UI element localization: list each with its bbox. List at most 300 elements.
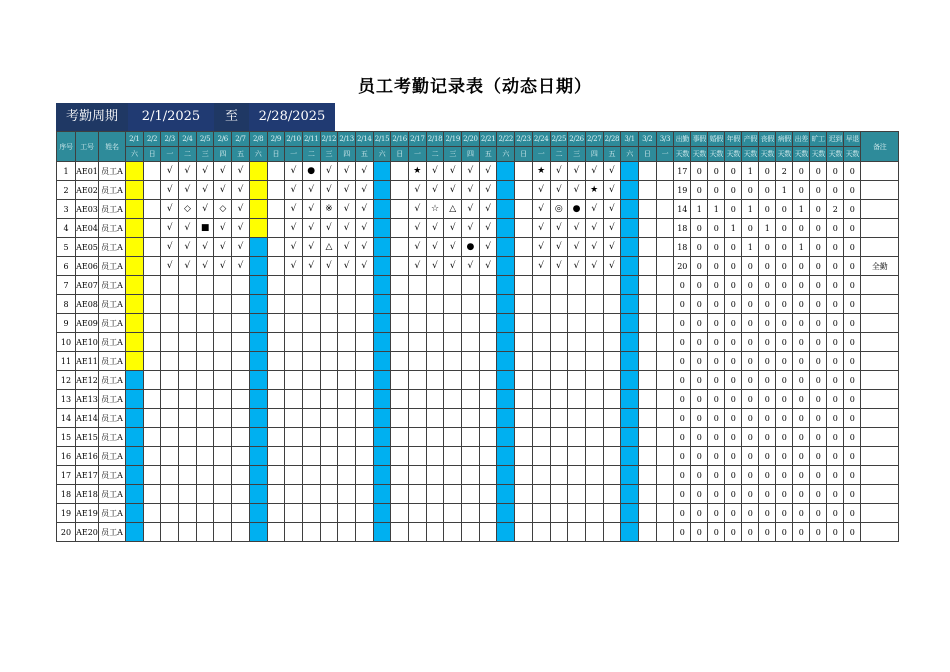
attendance-cell[interactable]: √ [550,162,568,181]
attendance-cell[interactable] [232,352,250,371]
attendance-cell[interactable] [656,295,674,314]
attendance-cell[interactable] [267,504,285,523]
attendance-cell[interactable] [515,523,533,542]
attendance-cell[interactable] [656,314,674,333]
attendance-cell[interactable] [285,352,303,371]
remark-cell[interactable] [861,352,899,371]
attendance-cell[interactable]: √ [603,200,621,219]
attendance-cell[interactable] [355,409,373,428]
attendance-cell[interactable] [409,466,427,485]
attendance-cell[interactable]: √ [338,181,356,200]
attendance-cell[interactable] [143,162,161,181]
attendance-cell[interactable] [532,485,550,504]
attendance-cell[interactable] [638,504,656,523]
attendance-cell[interactable] [320,295,338,314]
attendance-cell[interactable] [568,466,586,485]
attendance-cell[interactable] [320,276,338,295]
attendance-cell[interactable] [426,390,444,409]
attendance-cell[interactable] [126,371,144,390]
attendance-cell[interactable] [267,428,285,447]
attendance-cell[interactable] [515,333,533,352]
attendance-cell[interactable] [621,466,639,485]
attendance-cell[interactable] [320,314,338,333]
attendance-cell[interactable] [409,447,427,466]
attendance-cell[interactable] [444,295,462,314]
attendance-cell[interactable] [444,523,462,542]
attendance-cell[interactable] [497,504,515,523]
attendance-cell[interactable] [338,485,356,504]
attendance-cell[interactable] [585,333,603,352]
attendance-cell[interactable] [355,485,373,504]
attendance-cell[interactable]: √ [285,238,303,257]
employee-id-cell[interactable]: AE15 [76,428,99,447]
employee-id-cell[interactable]: AE04 [76,219,99,238]
attendance-cell[interactable] [585,428,603,447]
attendance-cell[interactable] [462,390,480,409]
remark-cell[interactable] [861,181,899,200]
attendance-cell[interactable] [568,485,586,504]
attendance-cell[interactable] [409,371,427,390]
attendance-cell[interactable] [515,428,533,447]
attendance-cell[interactable] [179,485,197,504]
attendance-cell[interactable] [409,333,427,352]
attendance-cell[interactable] [656,504,674,523]
attendance-cell[interactable]: √ [550,181,568,200]
attendance-cell[interactable] [179,428,197,447]
attendance-cell[interactable] [479,504,497,523]
attendance-cell[interactable]: √ [320,257,338,276]
attendance-cell[interactable] [355,314,373,333]
attendance-cell[interactable] [621,257,639,276]
attendance-cell[interactable]: √ [338,219,356,238]
attendance-cell[interactable] [126,200,144,219]
attendance-cell[interactable]: √ [479,238,497,257]
attendance-cell[interactable] [638,390,656,409]
attendance-cell[interactable] [143,238,161,257]
attendance-cell[interactable] [391,276,409,295]
attendance-cell[interactable] [515,181,533,200]
attendance-cell[interactable] [638,409,656,428]
attendance-cell[interactable] [479,352,497,371]
attendance-cell[interactable] [302,352,320,371]
attendance-cell[interactable]: √ [426,238,444,257]
attendance-cell[interactable] [355,295,373,314]
attendance-cell[interactable] [462,295,480,314]
employee-name-cell[interactable]: 员工A [99,276,126,295]
attendance-cell[interactable] [444,466,462,485]
attendance-cell[interactable] [338,276,356,295]
attendance-cell[interactable] [391,181,409,200]
attendance-cell[interactable] [143,295,161,314]
attendance-cell[interactable]: √ [196,162,214,181]
attendance-cell[interactable] [391,333,409,352]
attendance-cell[interactable] [391,466,409,485]
attendance-cell[interactable] [249,352,267,371]
attendance-cell[interactable]: √ [409,238,427,257]
attendance-cell[interactable]: √ [355,200,373,219]
attendance-cell[interactable]: √ [479,181,497,200]
attendance-cell[interactable] [161,276,179,295]
attendance-cell[interactable] [338,523,356,542]
attendance-cell[interactable] [497,295,515,314]
attendance-cell[interactable] [391,200,409,219]
attendance-cell[interactable] [621,200,639,219]
attendance-cell[interactable] [585,295,603,314]
attendance-cell[interactable] [515,352,533,371]
attendance-cell[interactable] [285,333,303,352]
attendance-cell[interactable] [126,219,144,238]
attendance-cell[interactable] [267,447,285,466]
attendance-cell[interactable] [320,428,338,447]
attendance-cell[interactable] [391,447,409,466]
attendance-cell[interactable] [267,390,285,409]
attendance-cell[interactable] [196,352,214,371]
attendance-cell[interactable]: √ [320,162,338,181]
attendance-cell[interactable] [426,504,444,523]
attendance-cell[interactable]: √ [550,238,568,257]
attendance-cell[interactable] [568,409,586,428]
attendance-cell[interactable] [532,333,550,352]
attendance-cell[interactable] [302,447,320,466]
attendance-cell[interactable] [479,333,497,352]
attendance-cell[interactable] [338,333,356,352]
attendance-cell[interactable] [143,371,161,390]
attendance-cell[interactable] [126,238,144,257]
attendance-cell[interactable] [196,466,214,485]
attendance-cell[interactable] [497,409,515,428]
attendance-cell[interactable] [249,428,267,447]
attendance-cell[interactable]: √ [179,257,197,276]
attendance-cell[interactable] [585,485,603,504]
attendance-cell[interactable] [638,200,656,219]
attendance-cell[interactable] [603,447,621,466]
attendance-cell[interactable] [214,409,232,428]
employee-name-cell[interactable]: 员工A [99,238,126,257]
remark-cell[interactable] [861,238,899,257]
attendance-cell[interactable] [285,314,303,333]
attendance-cell[interactable] [126,409,144,428]
attendance-cell[interactable] [179,371,197,390]
attendance-cell[interactable] [462,352,480,371]
attendance-cell[interactable] [409,314,427,333]
attendance-cell[interactable]: √ [285,181,303,200]
attendance-cell[interactable] [497,219,515,238]
employee-name-cell[interactable]: 员工A [99,352,126,371]
attendance-cell[interactable] [355,428,373,447]
attendance-cell[interactable] [232,371,250,390]
employee-name-cell[interactable]: 员工A [99,219,126,238]
attendance-cell[interactable]: ◇ [179,200,197,219]
remark-cell[interactable] [861,485,899,504]
attendance-cell[interactable]: ※ [320,200,338,219]
attendance-cell[interactable]: ★ [532,162,550,181]
attendance-cell[interactable] [126,485,144,504]
attendance-cell[interactable] [568,333,586,352]
attendance-cell[interactable] [515,257,533,276]
employee-name-cell[interactable]: 员工A [99,466,126,485]
attendance-cell[interactable] [621,295,639,314]
employee-id-cell[interactable]: AE18 [76,485,99,504]
attendance-cell[interactable] [320,485,338,504]
attendance-cell[interactable] [126,447,144,466]
attendance-cell[interactable]: √ [426,162,444,181]
attendance-cell[interactable]: √ [232,200,250,219]
remark-cell[interactable] [861,390,899,409]
attendance-cell[interactable] [126,162,144,181]
employee-name-cell[interactable]: 员工A [99,371,126,390]
attendance-cell[interactable] [267,276,285,295]
attendance-cell[interactable] [391,390,409,409]
attendance-cell[interactable] [143,390,161,409]
attendance-cell[interactable] [302,428,320,447]
attendance-cell[interactable] [143,504,161,523]
attendance-cell[interactable] [179,333,197,352]
attendance-cell[interactable]: √ [214,238,232,257]
attendance-cell[interactable] [550,371,568,390]
attendance-cell[interactable] [462,523,480,542]
attendance-cell[interactable] [249,371,267,390]
attendance-cell[interactable] [302,333,320,352]
attendance-cell[interactable] [550,333,568,352]
attendance-cell[interactable] [462,447,480,466]
attendance-cell[interactable] [338,504,356,523]
attendance-cell[interactable]: ◇ [214,200,232,219]
attendance-cell[interactable] [532,409,550,428]
attendance-cell[interactable] [479,485,497,504]
attendance-cell[interactable] [497,276,515,295]
attendance-cell[interactable]: √ [285,219,303,238]
attendance-cell[interactable] [267,523,285,542]
attendance-cell[interactable]: √ [179,238,197,257]
attendance-cell[interactable] [373,219,391,238]
attendance-cell[interactable] [161,523,179,542]
attendance-cell[interactable] [444,447,462,466]
attendance-cell[interactable] [656,276,674,295]
attendance-cell[interactable] [161,352,179,371]
attendance-cell[interactable] [373,485,391,504]
attendance-cell[interactable] [232,466,250,485]
attendance-cell[interactable]: √ [338,162,356,181]
attendance-cell[interactable] [585,390,603,409]
attendance-cell[interactable] [232,409,250,428]
attendance-cell[interactable] [126,390,144,409]
attendance-cell[interactable]: ● [462,238,480,257]
attendance-cell[interactable] [497,428,515,447]
attendance-cell[interactable] [621,238,639,257]
attendance-cell[interactable] [497,352,515,371]
attendance-cell[interactable]: √ [550,219,568,238]
attendance-cell[interactable] [585,371,603,390]
attendance-cell[interactable] [426,276,444,295]
attendance-cell[interactable] [302,485,320,504]
attendance-cell[interactable] [267,257,285,276]
attendance-cell[interactable] [214,466,232,485]
attendance-cell[interactable] [143,485,161,504]
attendance-cell[interactable]: √ [479,200,497,219]
employee-name-cell[interactable]: 员工A [99,409,126,428]
attendance-cell[interactable] [621,485,639,504]
attendance-cell[interactable] [161,409,179,428]
employee-id-cell[interactable]: AE11 [76,352,99,371]
attendance-cell[interactable] [267,352,285,371]
attendance-cell[interactable]: √ [214,257,232,276]
attendance-cell[interactable]: √ [532,181,550,200]
attendance-cell[interactable] [532,447,550,466]
attendance-cell[interactable] [532,371,550,390]
remark-cell[interactable] [861,333,899,352]
attendance-cell[interactable] [462,466,480,485]
attendance-cell[interactable] [497,447,515,466]
attendance-cell[interactable] [320,466,338,485]
attendance-cell[interactable] [497,371,515,390]
attendance-cell[interactable] [373,181,391,200]
attendance-cell[interactable] [497,314,515,333]
attendance-cell[interactable] [232,390,250,409]
attendance-cell[interactable] [621,314,639,333]
attendance-cell[interactable] [161,371,179,390]
attendance-cell[interactable] [302,409,320,428]
remark-cell[interactable] [861,162,899,181]
attendance-cell[interactable] [249,162,267,181]
attendance-cell[interactable]: √ [355,181,373,200]
attendance-cell[interactable] [373,162,391,181]
attendance-cell[interactable] [603,485,621,504]
attendance-cell[interactable] [462,333,480,352]
attendance-cell[interactable] [179,314,197,333]
attendance-cell[interactable]: √ [355,162,373,181]
attendance-cell[interactable] [656,333,674,352]
attendance-cell[interactable] [267,333,285,352]
attendance-cell[interactable] [479,428,497,447]
attendance-cell[interactable] [214,371,232,390]
attendance-cell[interactable] [161,447,179,466]
attendance-cell[interactable] [656,409,674,428]
attendance-cell[interactable]: √ [179,162,197,181]
attendance-cell[interactable]: √ [532,257,550,276]
attendance-cell[interactable] [603,504,621,523]
attendance-cell[interactable] [214,352,232,371]
attendance-cell[interactable] [532,523,550,542]
attendance-cell[interactable] [267,200,285,219]
attendance-cell[interactable] [391,485,409,504]
employee-id-cell[interactable]: AE20 [76,523,99,542]
attendance-cell[interactable] [621,409,639,428]
employee-name-cell[interactable]: 员工A [99,447,126,466]
attendance-cell[interactable] [638,181,656,200]
attendance-cell[interactable] [426,466,444,485]
attendance-cell[interactable] [497,390,515,409]
attendance-cell[interactable] [214,428,232,447]
attendance-cell[interactable] [638,257,656,276]
attendance-cell[interactable] [232,485,250,504]
attendance-cell[interactable]: √ [568,162,586,181]
attendance-cell[interactable] [143,333,161,352]
attendance-cell[interactable] [179,295,197,314]
attendance-cell[interactable] [179,447,197,466]
attendance-cell[interactable] [214,333,232,352]
attendance-cell[interactable] [426,314,444,333]
employee-id-cell[interactable]: AE08 [76,295,99,314]
attendance-cell[interactable] [161,390,179,409]
attendance-cell[interactable]: √ [462,257,480,276]
attendance-cell[interactable] [497,485,515,504]
attendance-cell[interactable] [550,428,568,447]
attendance-cell[interactable]: △ [320,238,338,257]
remark-cell[interactable] [861,295,899,314]
attendance-cell[interactable] [550,409,568,428]
attendance-cell[interactable]: √ [603,257,621,276]
attendance-cell[interactable]: √ [603,181,621,200]
attendance-cell[interactable]: √ [568,238,586,257]
remark-cell[interactable] [861,447,899,466]
attendance-cell[interactable]: √ [232,181,250,200]
attendance-cell[interactable] [532,428,550,447]
employee-name-cell[interactable]: 员工A [99,314,126,333]
attendance-cell[interactable] [373,314,391,333]
attendance-cell[interactable] [532,390,550,409]
attendance-cell[interactable] [638,295,656,314]
attendance-cell[interactable]: √ [532,238,550,257]
attendance-cell[interactable]: √ [302,257,320,276]
attendance-cell[interactable] [373,295,391,314]
employee-name-cell[interactable]: 员工A [99,390,126,409]
attendance-cell[interactable] [338,371,356,390]
attendance-cell[interactable] [638,485,656,504]
attendance-cell[interactable] [249,181,267,200]
attendance-cell[interactable]: √ [214,219,232,238]
attendance-cell[interactable] [568,276,586,295]
attendance-cell[interactable] [355,371,373,390]
attendance-cell[interactable] [161,314,179,333]
attendance-cell[interactable] [603,409,621,428]
attendance-cell[interactable] [479,409,497,428]
attendance-cell[interactable] [320,447,338,466]
attendance-cell[interactable] [143,257,161,276]
attendance-cell[interactable] [249,257,267,276]
attendance-cell[interactable] [285,523,303,542]
attendance-cell[interactable] [232,276,250,295]
attendance-cell[interactable] [568,447,586,466]
attendance-cell[interactable] [621,428,639,447]
attendance-cell[interactable] [214,276,232,295]
attendance-cell[interactable] [550,523,568,542]
attendance-cell[interactable] [249,295,267,314]
attendance-cell[interactable]: √ [355,219,373,238]
attendance-cell[interactable] [143,314,161,333]
attendance-cell[interactable] [426,447,444,466]
attendance-cell[interactable] [656,390,674,409]
attendance-cell[interactable] [638,276,656,295]
attendance-cell[interactable] [143,352,161,371]
attendance-cell[interactable] [302,276,320,295]
attendance-cell[interactable] [249,523,267,542]
attendance-cell[interactable] [426,295,444,314]
attendance-cell[interactable] [621,371,639,390]
attendance-cell[interactable]: △ [444,200,462,219]
employee-id-cell[interactable]: AE14 [76,409,99,428]
attendance-cell[interactable] [444,314,462,333]
attendance-cell[interactable] [409,409,427,428]
attendance-cell[interactable] [603,390,621,409]
attendance-cell[interactable] [320,352,338,371]
attendance-cell[interactable] [126,314,144,333]
employee-name-cell[interactable]: 员工A [99,257,126,276]
attendance-cell[interactable] [603,523,621,542]
attendance-cell[interactable] [179,276,197,295]
attendance-cell[interactable] [267,314,285,333]
attendance-cell[interactable] [656,466,674,485]
attendance-cell[interactable] [143,181,161,200]
